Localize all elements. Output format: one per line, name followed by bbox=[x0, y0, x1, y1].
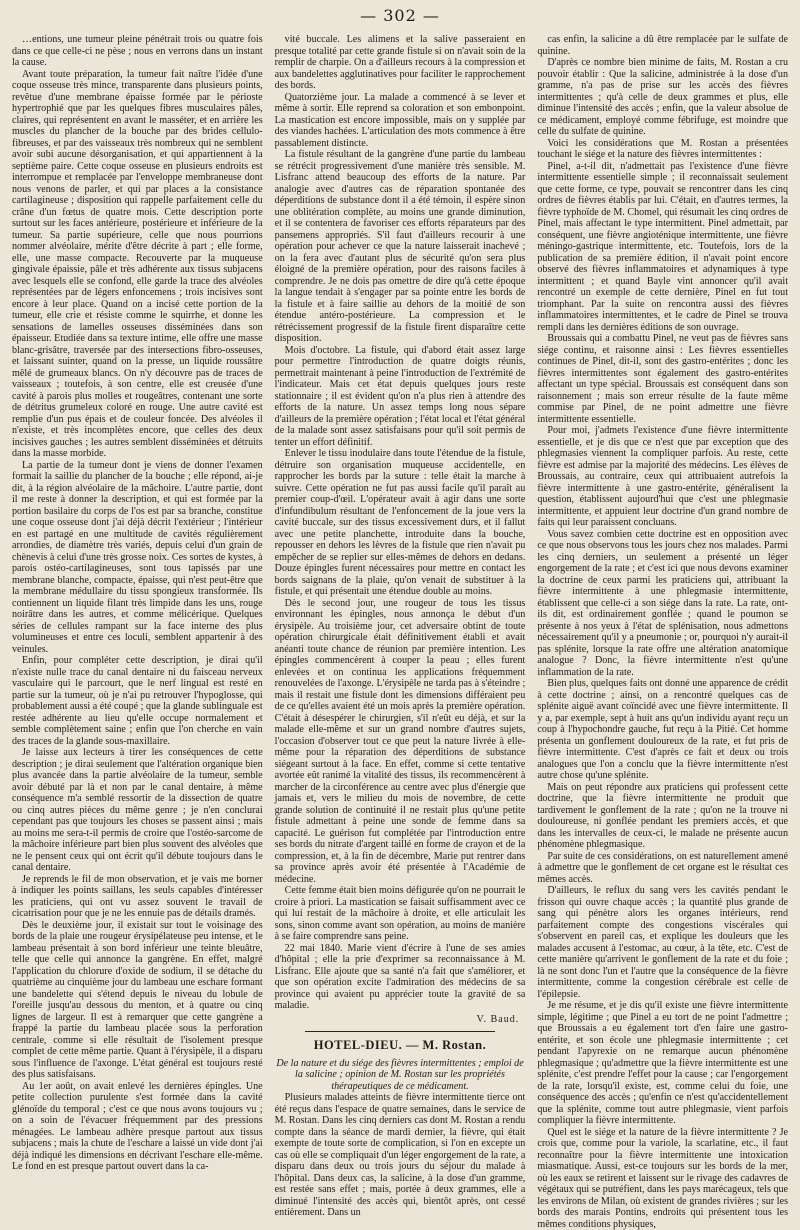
paragraph: Je me résume, et je dis qu'il existe une fièvre intermittente simple, légitime ; que Pinel a eu tort de ne point l'admettre ; que Broussais a eu également tort d'en faire une gastro-entérite, et son école une phlegmasie intermittente ; cet pendant l'apyrexie on ne remarque aucun phénomène phlegmasique ; qu'admettre que la fièvre intermittente est une splénite, c'est prendre l'effet pour la cause ; car l'engorgement de la rate, lorsqu'il existe, est, comme celui du foie, une conséquence des accès ; qu'enfin ce n'est qu'accidentellement que la splénite, comme tout autre phlegmasie, vient parfois compliquer la fièvre intermittente. bbox=[537, 1000, 788, 1127]
paragraph: Avant toute préparation, la tumeur fait naître l'idée d'une coque osseuse très mince, transparente dans plusieurs points, revêtue d'une membrane épaisse formée par le périoste hypertrophié que par les quelques fibres musculaires pâles, claires, qui représentent en avant le masséter, et en arrière les muscles du plancher de la bouche par des brides cellulo-fibreuses, et par des vaisseaux très nombreux qui ne semblent avoir subi aucune désorganisation, et qui appartiennent à la septième paire. Cette coque osseuse en plusieurs endroits est interrompue et remplacée par l'enveloppe membraneuse dont nous venons de parler, et qui par places a la consistance cartilagineuse ; disposition qui rappelle parfaitement celle du crâne d'un fœtus de quatre mois. Cette description porte surtout sur les faces antérieure, postérieure et inférieure de la tumeur. Sa partie supérieure, celle que nous pourrions nommer alvéolaire, mérite d'être décrite à part ; elle forme, elle, une masse compacte. Recouverte par la muqueuse gingivale épaissie, pâle et très adhérente aux tissus subjacens avec lesquels elle se confond, elle garde la trace des alvéoles représentées par de légers enfoncemens ; trois incisives sont encore à leur place. Quand on a incisé cette portion de la tumeur, elle crie et résiste comme le squirrhe, et donne les sensations de lamelles osseuses disséminées dans son épaisseur. Etudiée dans sa texture intime, elle offre une masse blanc-grisâtre, traversée par des intersections fibro-osseuses, et laissant suinter, quand on la presse, un liquide roussâtre mêlé de grumeaux blancs. On n'y découvre pas de traces de vaisseaux ; toutefois, à son centre, elle est creusée d'une cavité à parois plus molles et rougeâtres, contenant une sorte de détritus grumeleux coloré en rouge. Une autre cavité est remplie d'un pus épais et de couleur foncée. Des alvéoles il n'existe, et très incomplètes encore, que celles des deux incisives gauches ; les autres semblent disséminées et détruits dans la masse morbide. bbox=[12, 69, 263, 460]
paragraph: Quel est le siége et la nature de la fièvre intermittente ? Je crois que, comme pour la variole, la scarlatine, etc., il faut reconnaître pour la fièvre intermittente une intoxication miasmatique. Aussi, est-ce toujours sur les bords de la mer, où les eaux se retirent et laissent sur le rivage des cadavres de végétaux qui se putréfient, dans les pays marécageux, tels que les environs de Milan, où existent de grandes rivières ; sur les bords des marais Pontins, endroits qui présentent tous les mêmes conditions physiques, bbox=[537, 1127, 788, 1230]
paragraph: Vous savez combien cette doctrine est en opposition avec ce que nous observons tous les jours chez nos malades. Parmi les cinq derniers, un seulement a présenté un léger engorgement de la rate ; et c'est ici que nous devons examiner la doctrine de ceux parmi les praticiens qui, attribuant la fièvre intermittente à une phlegmasie intermittente, établissent que celle-ci a son siége dans la rate. La rate, ont-ils dit, est ordinairement gonflée ; quand le poumon se présente à nos yeux à l'état de splénisation, nous admettons nécessairement qu'il y a pneumonie ; or, pourquoi n'y aurait-il pas splénite, lorsque la rate offre une altération anatomique analogue ? Donc, la fièvre intermittente n'est qu'une inflammation de la rate. bbox=[537, 529, 788, 679]
paragraph: Mais on peut répondre aux praticiens qui professent cette doctrine, que la fièvre intermittente ne produit que tardivement le gonflement de la rate ; qu'on ne la trouve ni douloureuse, ni gonflée pendant les premiers accès, et que dans les intervalles de ceux-ci, le malade ne présente aucun phénomène phlegmasique. bbox=[537, 782, 788, 851]
paragraph: Enlever le tissu inodulaire dans toute l'étendue de la fistule, détruire son organisation muqueuse accidentelle, en rapprocher les bords par la suture : telle était la marche à suivre. Cette opération ne fut pas aussi facile qu'il paraît au premier coup-d'œil. L'opérateur avait à agir dans une sorte d'infundibulum résultant de l'enfoncement de la joue vers la cavité buccale, sur des tissus excessivement durs, et il fallut avec une petite planchette, introduite dans la bouche, repousser en dehors les lèvres de la fistule que rien n'avait pu empêcher de se replier sur elles-mêmes de dehors en dedans. Douze épingles furent nécessaires pour mettre en contact les bords saignans de la plaie, qu'on venait de substituer à la fistule, et qui présentait une étendue double au moins. bbox=[275, 448, 526, 598]
paragraph: Broussais qui a combattu Pinel, ne veut pas de fièvres sans siége continu, et raisonne ainsi : Les fièvres essentielles continues de Pinel, dit-il, sont des gastro-entérites ; donc les fièvres intermittentes sont également des gastro-entérites affectant un type spécial. Broussais est conséquent dans son raisonnement ; mais son erreur résulte de la faute même commise par Pinel, de ne point admettre une fièvre intermittente essentielle. bbox=[537, 333, 788, 425]
paragraph: Dès le deuxième jour, il existait sur tout le voisinage des bords de la plaie une rougeur érysipélateuse peu intense, et le lambeau présentait à son bord inférieur une teinte bleuâtre, telle que celle qui annonce la gangrène. En effet, malgré l'application du chlorure d'oxide de sodium, il se détache du quatrième au cinquième jour du lambeau une eschare formant une bandelette qui s'étend depuis le niveau du lobule de l'oreille jusqu'au dessous du menton, et à quatre ou cinq lignes de largeur. Il est à remarquer que cette gangrène a frappé la partie du lambeau placée sous la perforation centrale, comme si elle résultait de l'isolement presque complet de cette même partie. Quant à l'érysipèle, il a disparu sous l'influence de l'axonge. L'état général est toujours resté des plus satisfaisans. bbox=[12, 920, 263, 1081]
paragraph: D'après ce nombre bien minime de faits, M. Rostan a cru pouvoir établir : Que la salicine, administrée à la dose d'un gramme, n'a pas de prise sur les accès des fièvres intermittentes ; qu'à celle de deux grammes et plus, elle diminue l'intensité des accès ; enfin, que la valeur absolue de ce médicament, employé comme fébrifuge, est moindre que celle du sulfate de quinine. bbox=[537, 57, 788, 138]
paragraph: …entions, une tumeur pleine pénétrait trois ou quatre fois dans ce que celle-ci ne pèse ; nous en verrons dans un instant la cause. bbox=[12, 34, 263, 69]
paragraph: Enfin, pour compléter cette description, je dirai qu'il n'existe nulle trace du canal dentaire ni du faisceau nerveux vasculaire qui le parcourt, que le nerf lingual est resté en partie sur la tumeur, où je n'ai pu retrouver l'hypoglosse, qui probablement aussi a été coupé ; que la glande sublinguale est restée adhérente au lieu qu'elle occupe normalement et semble complètement saine ; enfin que l'on cherche en vain des traces de la glande sous-maxillaire. bbox=[12, 655, 263, 747]
paragraph: La partie de la tumeur dont je viens de donner l'examen formait la saillie du plancher de la bouche ; elle répond, ai-je dit, à la région alvéolaire de la mâchoire. L'autre partie, dont il me reste à donner la description, et qui est formée par la portion basilaire du corps de l'os est par sa branche, constitue une coque osseuse dont j'ai déjà décrit l'extérieur ; l'intérieur en est partagé en une multitude de cavités régulièrement arrondies, de diamètre très variés, depuis celui d'un grain de chènevis à celui d'une très grosse noix. Ces sortes de kystes, à parois ostéo-cartilagineuses, sont tous tapissés par une membrane blanche, compacte, épaisse, qui n'est peut-être que la membrane médullaire du tissu spongieux transformée. Ils contiennent un liquide filant très limpide dans les uns, rouge noirâtre dans les autres, et comme mélicérique. Quelques séries de cellules rampant sur la face interne des plus volumineuses et entre ces loculi, semblent appartenir à des veinules. bbox=[12, 460, 263, 656]
paragraph: cas enfin, la salicine a dû être remplacée par le sulfate de quinine. bbox=[537, 34, 788, 57]
article-signature: V. Baud. bbox=[275, 1014, 520, 1026]
paragraph: Mois d'octobre. La fistule, qui d'abord était assez large pour permettre l'introduction de quatre doigts réunis, permettrait maintenant à peine l'introduction de l'extrémité de l'indicateur. Mais cet état depuis quelques jours reste stationnaire ; il est évident qu'on n'a plus rien à attendre des efforts de la nature. Un assez temps long nous sépare d'ailleurs de la première opération ; l'état local et l'état général de la malade sont assez satisfaisans pour qu'il soit permis de tenter un effort définitif. bbox=[275, 345, 526, 449]
paragraph: Je laisse aux lecteurs à tirer les conséquences de cette description ; je dirai seulement que l'altération organique bien plus avancée dans la partie alvéolaire de la tumeur, semble avoir débuté par là et non par le canal dentaire, à même conséquence m'a semblé ressortir de la dissection de quatre ou cinq autres pièces du même genre ; je n'en conclurai cependant pas que toujours les choses se passent ainsi ; mais au moins me sera-t-il permis de croire que l'ostéo-sarcome de la mâchoire inférieure part bien plus souvent des alvéoles que ne le pensent ceux qui ont écrit qu'il débute toujours dans le canal dentaire. bbox=[12, 747, 263, 874]
paragraph: vité buccale. Les alimens et la salive passeraient en presque totalité par cette grande fistule si on n'avait soin de la remplir de charpie. On a d'ailleurs recours à la compression et aux bandelettes agglutinatives pour faciliter le rapprochement des bords. bbox=[275, 34, 526, 92]
paragraph: Cette femme était bien moins défigurée qu'on ne pourrait le croire à priori. La mastication se faisait suffisamment avec ce qui lui restait de la mâchoire à droite, et elle articulait les sons, sinon comme avant son opération, au moins de manière à se faire comprendre sans peine. bbox=[275, 885, 526, 943]
paragraph: Plusieurs malades atteints de fièvre intermittente tierce ont été reçus dans l'espace de quatre semaines, dans le service de M. Rostan. Dans les cinq derniers cas dont M. Rostan a rendu compte dans la séance de mardi dernier, la fièvre, qui était exempte de toute sorte de complication, si l'on en excepte un cas où elle se compliquait d'un léger engorgement de la rate, a disparu dans deux ou trois jours du séjour du malade à l'hôpital. Dans deux cas, la salicine, à la dose d'un gramme, est restée sans effet ; mais, portée à deux grammes, elle a diminué l'intensité des accès qui, bientôt après, ont cessé entièrement. Dans un bbox=[275, 1092, 526, 1219]
paragraph: Voici les considérations que M. Rostan a présentées touchant le siége et la nature des fièvres intermittentes : bbox=[537, 138, 788, 161]
paragraph: 22 mai 1840. Marie vient d'écrire à l'une de ses amies d'hôpital ; elle la prie d'exprimer sa reconnaissance à M. Lisfranc. Elle ajoute que sa santé n'a fait que s'améliorer, et que son opération excite l'admiration des médecins de sa province qui avaient pu apprécier toute la gravité de sa maladie. bbox=[275, 943, 526, 1012]
paragraph: Je reprends le fil de mon observation, et je vais me borner à indiquer les points saillans, les seuls capables d'intéresser les praticiens, qui ont vu assez souvent le travail de cicatrisation pour que je ne les ennuie pas de détails dramés. bbox=[12, 874, 263, 920]
column-3 bbox=[537, 34, 788, 1155]
paragraph: D'ailleurs, le reflux du sang vers les cavités pendant le frisson qui ouvre chaque accès ; la quantité plus grande de sang qui pénètre alors les organes intérieurs, rend parfaitement compte des congestions viscérales qui s'observent en pareil cas, et explique les douleurs que les malades accusent à l'estomac, au cœur, à la tête, etc. C'est de cette manière qu'arrivent le gonflement de la rate et du foie ; là ne sont donc l'un et l'autre que la conséquence de la fièvre intermittente, comme la congestion cérébrale est celle de l'épilepsie. bbox=[537, 885, 788, 1000]
section-title: HOTEL-DIEU. — M. Rostan. bbox=[275, 1040, 526, 1052]
paragraph: Bien plus, quelques faits ont donné une apparence de crédit à cette doctrine ; ainsi, on a rencontré quelques cas de splénite aiguë avant coïncidé avec une fièvre intermittente. Il y a, par exemple, sept à huit ans qu'un individu ayant reçu un coup à l'hypochondre gauche, fut reçu à la Pitié. Cet homme présenta un gonflement douloureux de la rate, et fut pris de fièvre intermittente. C'est d'après ce fait et deux ou trois analogues que l'on a conclu que la fièvre intermittente n'est autre chose qu'une splénite. bbox=[537, 678, 788, 782]
paragraph: Par suite de ces considérations, on est naturellement amené à admettre que le gonflement de cet organe est le résultat ces mêmes accès. bbox=[537, 851, 788, 886]
paragraph: Pour moi, j'admets l'existence d'une fièvre intermittente essentielle, et je dis que ce n'est que par exception que des phlegmasies viennent la compliquer parfois. Au reste, cette fièvre est admise par la majorité des médecins. Les élèves de Broussais, au contraire, ceux qui attribuaient autrefois la fièvre intermittente à une gastro-entérite, généralisent la question, établissent aujourd'hui que c'est une phlegmasie intermittente, et appuient leur doctrine d'un grand nombre de faits qui leur paraissent concluans. bbox=[537, 425, 788, 529]
paragraph: Dès le second jour, une rougeur de tous les tissus environnant les épingles, nous annonça le début d'un érysipèle. Au troisième jour, cet adversaire obtint de toute opération chirurgicale était définitivement établi et avait anéanti toute chance de réunion par première intention. Les épingles commencèrent à couper la peau ; elles furent enlevées et on continua les applications fréquemment renouvelées de l'axonge. L'érysipèle ne tarda pas à s'éteindre ; mais il restait une fistule dont les dimensions différaient peu de ce qu'elles avaient été un mois après la première opération. C'était à désespérer le chirurgien, s'il n'eût eu déjà, et sur la malade elle-même et sur un grand nombre d'autres sujets, l'occasion d'observer tout ce que peut la nature livrée à elle-même pour la réparation des déperditions de substance siégeant surtout à la face. En effet, comme si cette tentative avortée eût ranimé la vitalité des tissus, ils recommencèrent à marcher de la circonférence au centre avec plus d'énergie que jamais et, vers le milieu du mois de novembre, de cette grande solution de continuité il ne restait plus qu'une petite fistule admettant à peine une sonde de femme dans sa capacité. Le guérison fut complétée par l'introduction entre ses bords du nitrate d'argent taillé en forme de crayon et de la compression, et, à la fin de décembre, Marie put rentrer dans sa province après avoir été présentée à l'Académie de médecine. bbox=[275, 598, 526, 886]
paragraph: La fistule résultant de la gangrène d'une partie du lambeau se rétrécit progressivement d'une manière très sensible. M. Lisfranc attend beaucoup des efforts de la nature. Par analogie avec d'autres cas de réparation spontanée des déperditions de substance dont il a été témoin, il espère sinon une oblitération complète, au moins une grande diminution, et il se contentera de favoriser ces efforts réparateurs par des pansemens appropriés. S'il faut d'ailleurs recourir à une opération pour achever ce que la nature laisserait inachevé ; on la fera avec d'autant plus de sécurité qu'on sera plus éloigné de la première opération, pour des raisons faciles à comprendre. Je ne dois pas omettre de dire qu'à cette époque la langue tendait à s'engager par sa pointe entre les bords de la fistule et à faire saillie au dehors de la moitié de son étendue antéro-postérieure. La compression et le rétrécissement progressif de la fistule firent disparaître cette disposition. bbox=[275, 149, 526, 345]
paragraph: Pinel, a-t-il dit, n'admettait pas l'existence d'une fièvre intermittente essentielle simple ; il reconnaissait seulement que cette forme, ce type, pouvait se rencontrer dans les cinq ordres de fièvres établis par lui. C'était, en d'autres termes, la fièvre typhoïde de M. Chomel, qui résumait les cinq ordres de Pinel, mais affectant le type intermittent. Pinel admettait, par conséquent, une fièvre angioténique intermittente, une fièvre méningo-gastrique intermittente, etc. Toutefois, lors de la publication de sa première édition, il n'avait point encore observé des fièvres inflammatoires et adynamiques à type intermittent ; et quand Bayle vint annoncer qu'il avait rencontré un exemple de cette dernière, Pinel en fut tout triomphant. Par la suite on rencontra aussi des fièvres inflammatoires intermittentes, et le cadre de Pinel se trouva rempli dans les dernières éditions de son ouvrage. bbox=[537, 161, 788, 334]
paragraph: Au 1er août, on avait enlevé les dernières épingles. Une petite collection purulente s'est formée dans la cavité glénoïde du temporal ; c'est ce que nous avons toujours vu ; on a soin de l'évacuer fréquemment par des pressions ménagées. Le lambeau adhère presque partout aux tissus subjacens ; mais la chute de l'eschare a laissé un vide dont j'ai déjà indiqué les dimensions en décrivant l'eschare elle-même. Le fond en est presque partout ouvert dans la ca- bbox=[12, 1081, 263, 1173]
column-1 bbox=[12, 34, 263, 1155]
section-divider bbox=[305, 1031, 496, 1032]
column-2 bbox=[275, 34, 526, 1155]
section-subtitle: De la nature et du siége des fièvres intermittentes ; emploi de la salicine ; opinion de M. Rostan sur les propriétés thérapeutiques de ce médicament. bbox=[275, 1058, 526, 1093]
page-number: — 302 — bbox=[0, 6, 800, 25]
text-columns bbox=[12, 34, 788, 1155]
paragraph: Quatorzième jour. La malade a commencé à se lever et même à sortir. Elle reprend sa coloration et son embonpoint. La mastication est encore impossible, mais on y supplée par des viandes hachées. L'articulation des mots commence à être passablement distincte. bbox=[275, 92, 526, 150]
